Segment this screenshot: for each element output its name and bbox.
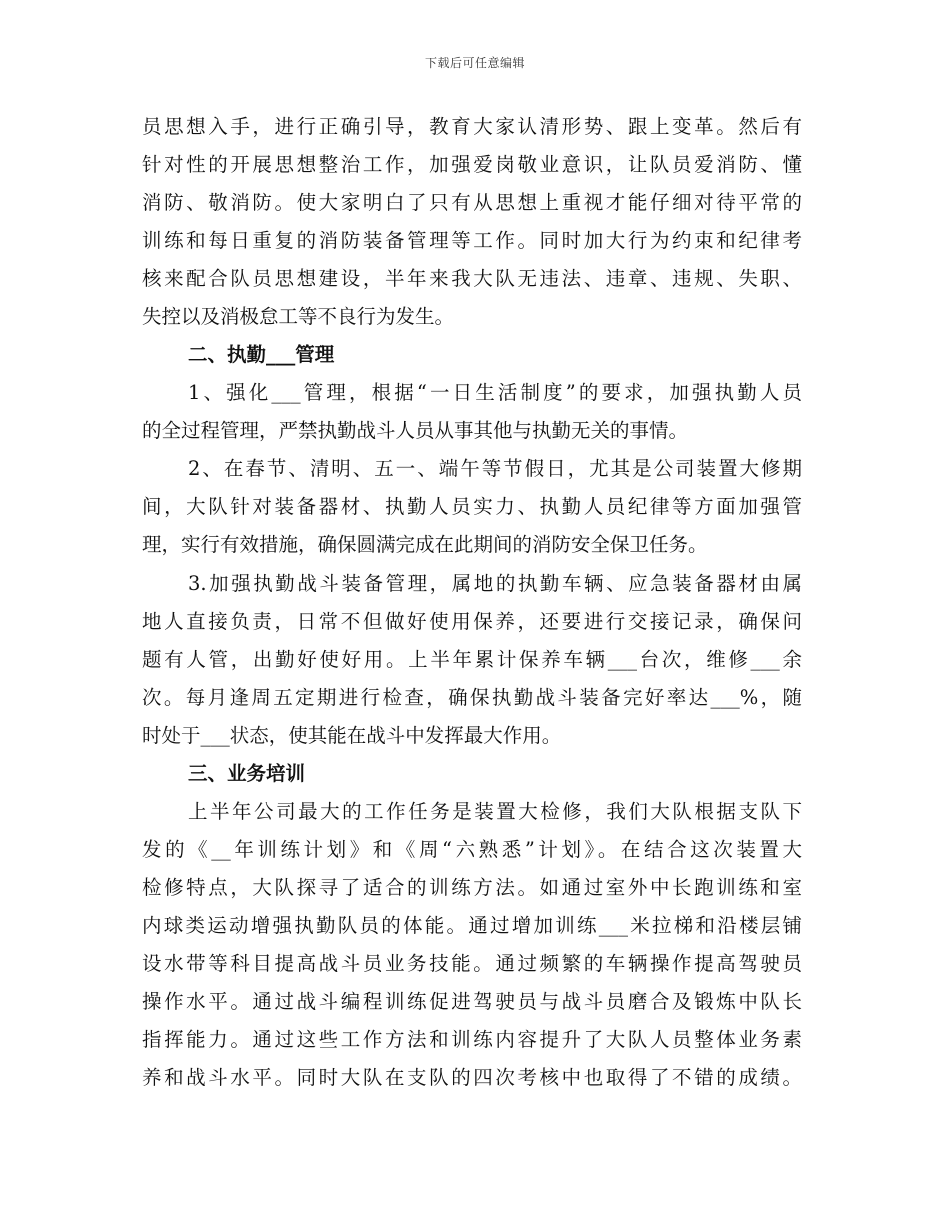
paragraph-line: 消防、敬消防。使大家明白了只有从思想上重视才能仔细对待平常的 bbox=[142, 191, 802, 214]
paragraph-line: 设水带等科目提高战斗员业务技能。通过频繁的车辆操作提高驾驶员 bbox=[142, 952, 802, 975]
paragraph-line: 操作水平。通过战斗编程训练促进驾驶员与战斗员磨合及锻炼中队长 bbox=[142, 990, 802, 1013]
paragraph-line: 地人直接负责，日常不但做好使用保养，还要进行交接记录，确保问 bbox=[142, 610, 802, 633]
paragraph-line: 1、强化___管理，根据“一日生活制度”的要求，加强执勤人员 bbox=[188, 381, 802, 404]
section-heading: 三、业务培训 bbox=[188, 762, 306, 785]
paragraph-line: 间，大队针对装备器材、执勤人员实力、执勤人员纪律等方面加强管 bbox=[142, 495, 802, 518]
paragraph-line: 针对性的开展思想整治工作，加强爱岗敬业意识，让队员爱消防、懂 bbox=[142, 153, 802, 176]
paragraph-line: 上半年公司最大的工作任务是装置大检修，我们大队根据支队下 bbox=[188, 800, 802, 823]
paragraph-line: 内球类运动增强执勤队员的体能。通过增加训练___米拉梯和沿楼层铺 bbox=[142, 914, 802, 937]
paragraph-line: 核来配合队员思想建设，半年来我大队无违法、违章、违规、失职、 bbox=[142, 267, 802, 290]
paragraph-line: 检修特点，大队探寻了适合的训练方法。如通过室外中长跑训练和室 bbox=[142, 876, 802, 899]
page-header: 下载后可任意编辑 bbox=[424, 56, 525, 70]
paragraph-line: 时处于___状态，使其能在战斗中发挥最大作用。 bbox=[142, 724, 562, 747]
paragraph-line: 的全过程管理，严禁执勤战斗人员从事其他与执勤无关的事情。 bbox=[142, 419, 689, 442]
paragraph-line: 失控以及消极怠工等不良行为发生。 bbox=[142, 305, 455, 328]
paragraph-line: 次。每月逢周五定期进行检查，确保执勤战斗装备完好率达___%，随 bbox=[142, 686, 802, 709]
paragraph-line: 员思想入手，进行正确引导，教育大家认清形势、跟上变革。然后有 bbox=[142, 115, 802, 138]
paragraph-line: 3.加强执勤战斗装备管理，属地的执勤车辆、应急装备器材由属 bbox=[188, 572, 802, 595]
paragraph-line: 2、在春节、清明、五一、端午等节假日，尤其是公司装置大修期 bbox=[188, 457, 802, 480]
paragraph-line: 题有人管，出勤好使好用。上半年累计保养车辆___台次，维修___余 bbox=[142, 648, 802, 671]
paragraph-line: 理，实行有效措施，确保圆满完成在此期间的消防安全保卫任务。 bbox=[142, 533, 708, 556]
paragraph-line: 训练和每日重复的消防装备管理等工作。同时加大行为约束和纪律考 bbox=[142, 229, 802, 252]
paragraph-line: 指挥能力。通过这些工作方法和训练内容提升了大队人员整体业务素 bbox=[142, 1028, 802, 1051]
paragraph-line: 养和战斗水平。同时大队在支队的四次考核中也取得了不错的成绩。 bbox=[142, 1066, 802, 1089]
paragraph-line: 发的《__年训练计划》和《周“六熟悉”计划》。在结合这次装置大 bbox=[142, 838, 802, 861]
section-heading: 二、执勤___管理 bbox=[188, 343, 335, 366]
